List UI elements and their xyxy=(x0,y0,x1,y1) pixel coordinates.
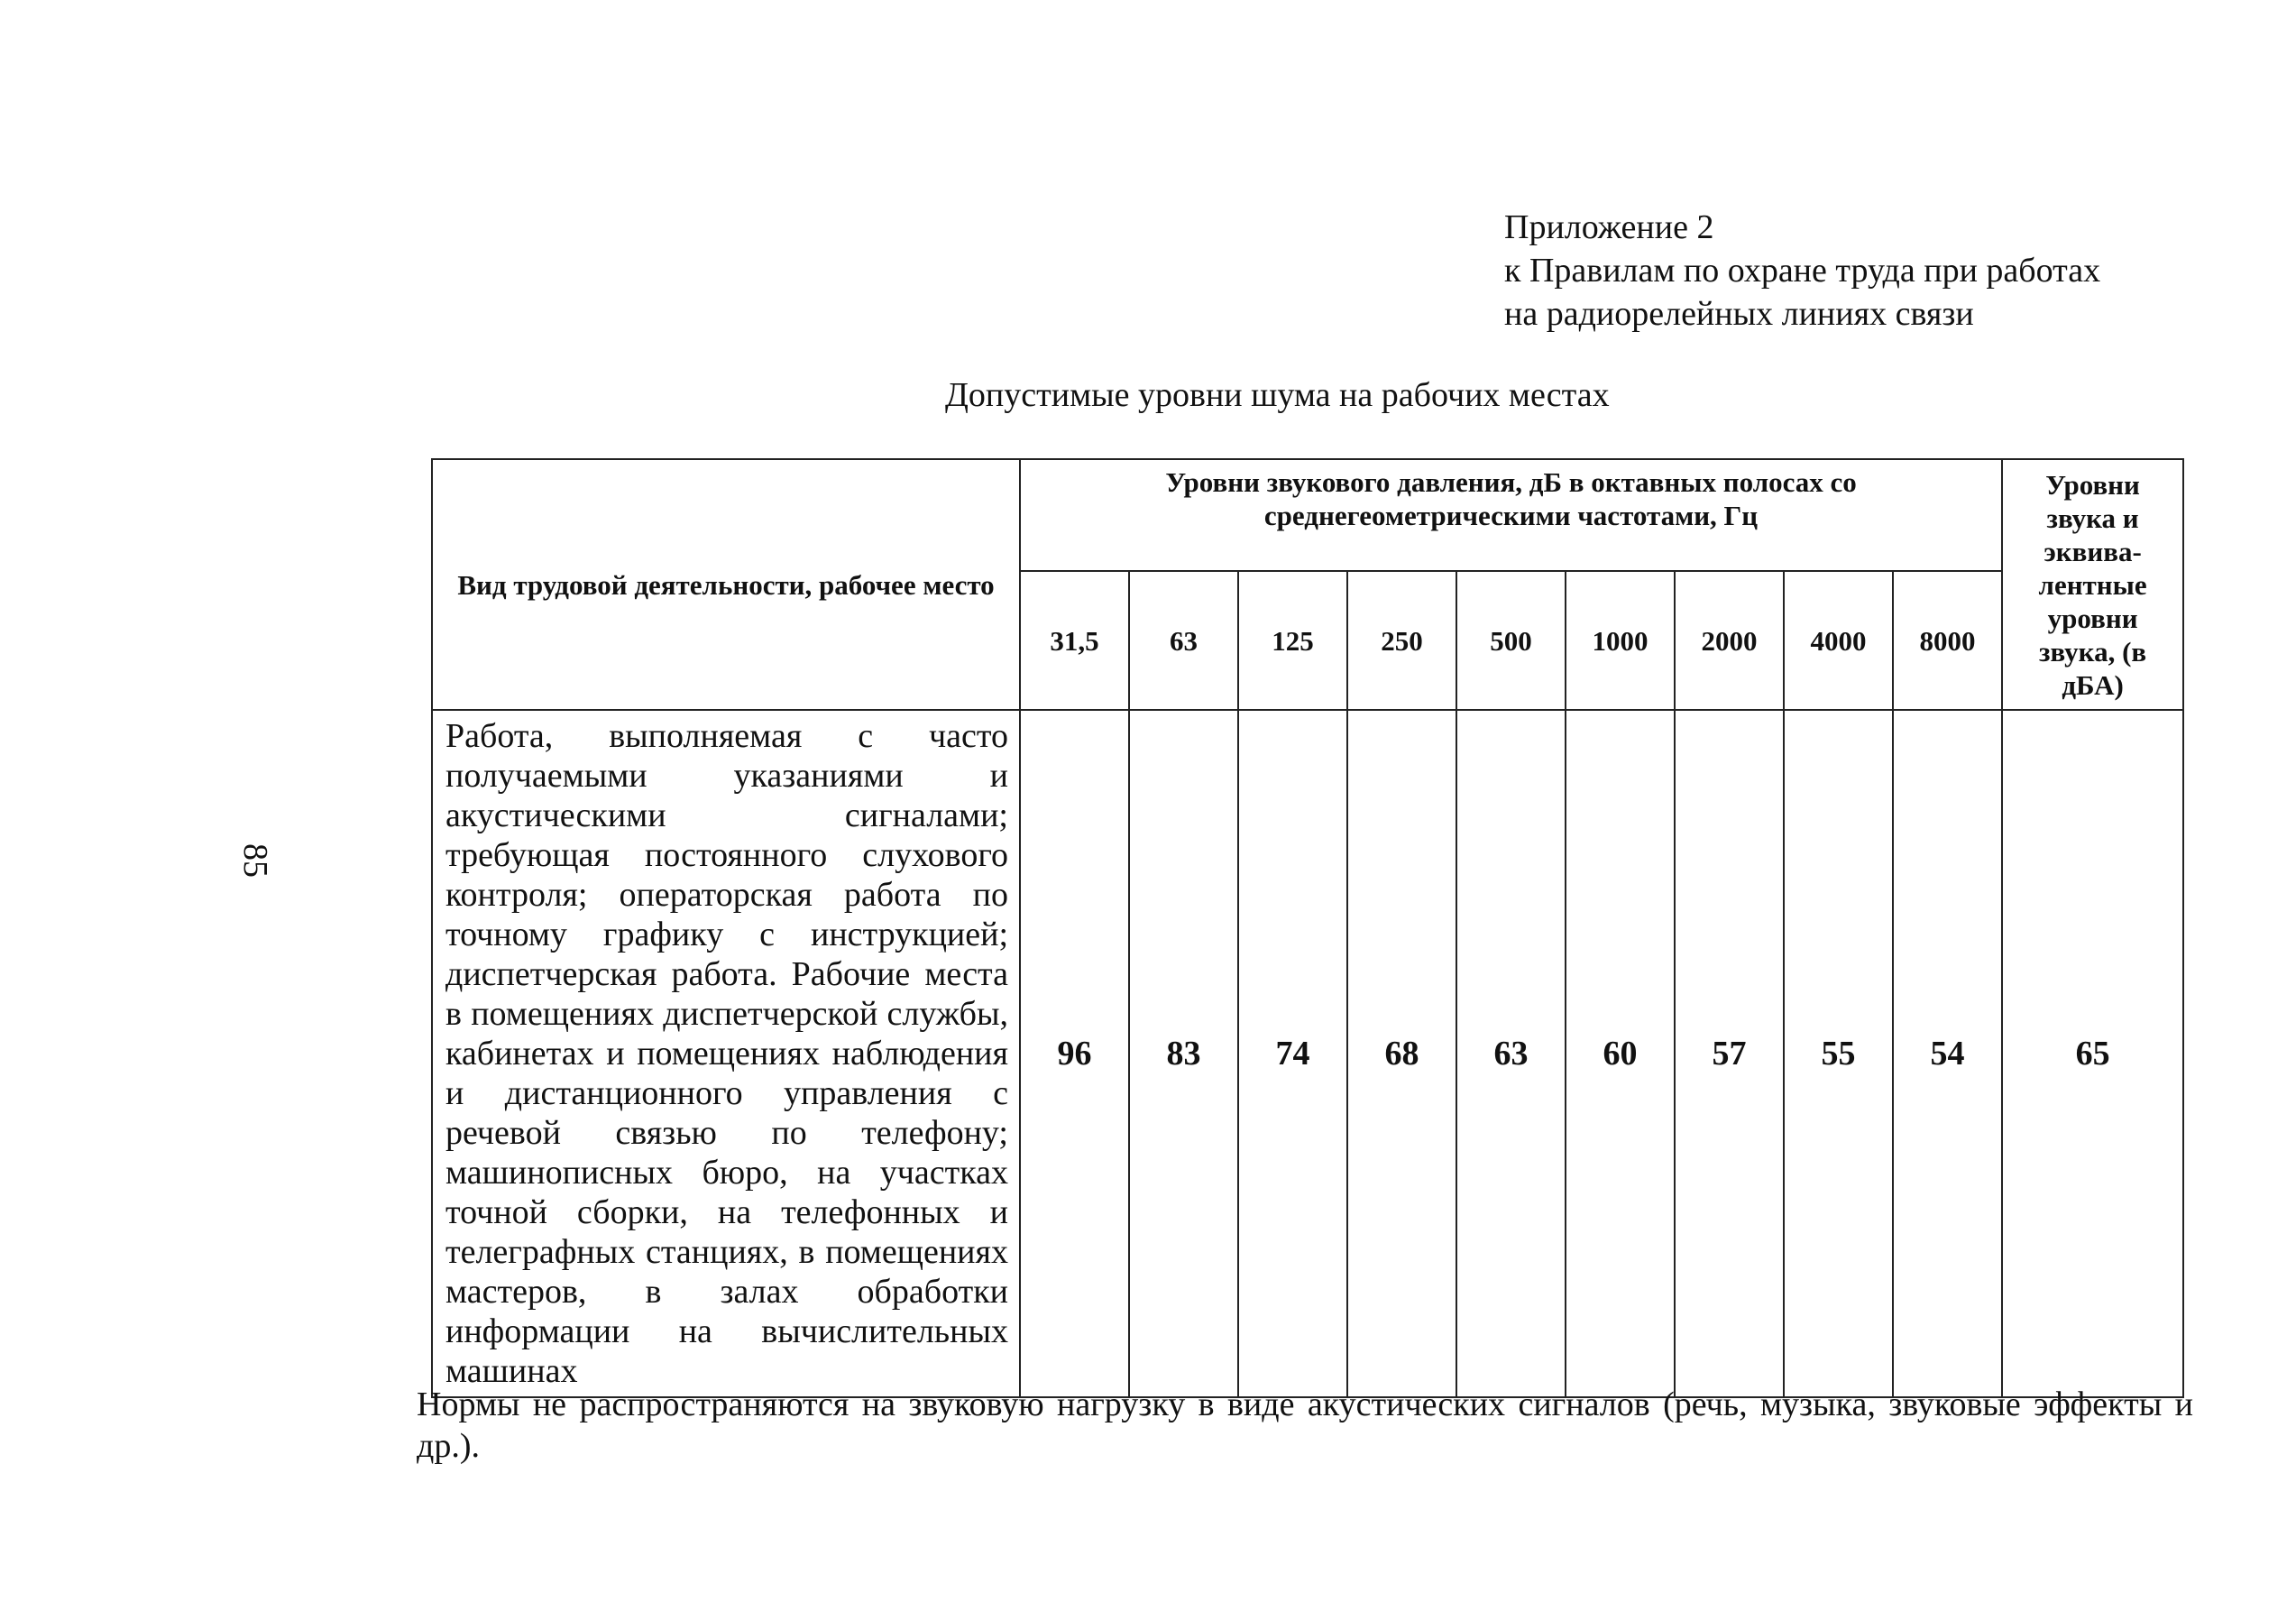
header-frequency: 250 xyxy=(1347,571,1456,710)
appendix-reference xyxy=(1504,206,2100,336)
header-sound-level: Уровни звука и эквива-лентные уровни звука, (в дБА) xyxy=(2002,459,2183,710)
sound-pressure-value: 96 xyxy=(1020,710,1129,1397)
activity-description: Работа, выполняемая с часто получаемыми указаниями и акустическими сигналами; требующая постоянного слухового контроля; операторская работа по точному графику с инструкцией; диспетчерская работа. Рабочие места в помещениях диспетчерской службы, кабинетах и помещениях наблюдения и дистанционного управления с речевой связью по телефону; машинописных бюро, на участках точной сборки, на телефонных и телеграфных станциях, в помещениях мастеров, в залах обработки информации на вычислительных машинах xyxy=(432,710,1020,1397)
document-title: Допустимые уровни шума на рабочих местах xyxy=(945,376,1610,414)
header-frequency: 8000 xyxy=(1893,571,2002,710)
header-frequency: 125 xyxy=(1238,571,1347,710)
table-row xyxy=(432,710,2183,1397)
appendix-line-3: на радиорелейных линиях связи xyxy=(1504,295,1974,333)
header-frequency: 1000 xyxy=(1566,571,1675,710)
header-frequency: 31,5 xyxy=(1020,571,1129,710)
sound-level-value: 65 xyxy=(2002,710,2183,1397)
header-frequency: 500 xyxy=(1456,571,1566,710)
sound-pressure-value: 68 xyxy=(1347,710,1456,1397)
appendix-line-2: к Правилам по охране труда при работах xyxy=(1504,252,2101,290)
header-frequency: 4000 xyxy=(1784,571,1893,710)
sound-pressure-value: 55 xyxy=(1784,710,1893,1397)
sound-pressure-value: 60 xyxy=(1566,710,1675,1397)
header-frequency: 63 xyxy=(1129,571,1238,710)
sound-pressure-value: 83 xyxy=(1129,710,1238,1397)
sound-pressure-value: 63 xyxy=(1456,710,1566,1397)
page-number: 85 xyxy=(236,843,274,878)
header-sound-pressure: Уровни звукового давления, дБ в октавных полосах со среднегеометрическими частотами, Гц xyxy=(1020,459,2002,571)
header-activity: Вид трудовой деятельности, рабочее место xyxy=(432,459,1020,710)
table-note: Нормы не распространяются на звуковую нагрузку в виде акустических сигналов (речь, музыка, звуковые эффекты и др.). xyxy=(417,1386,2193,1465)
sound-pressure-value: 54 xyxy=(1893,710,2002,1397)
header-frequency: 2000 xyxy=(1675,571,1784,710)
noise-levels-table xyxy=(431,458,2184,1398)
sound-pressure-value: 74 xyxy=(1238,710,1347,1397)
sound-pressure-value: 57 xyxy=(1675,710,1784,1397)
appendix-line-1: Приложение 2 xyxy=(1504,208,1714,246)
